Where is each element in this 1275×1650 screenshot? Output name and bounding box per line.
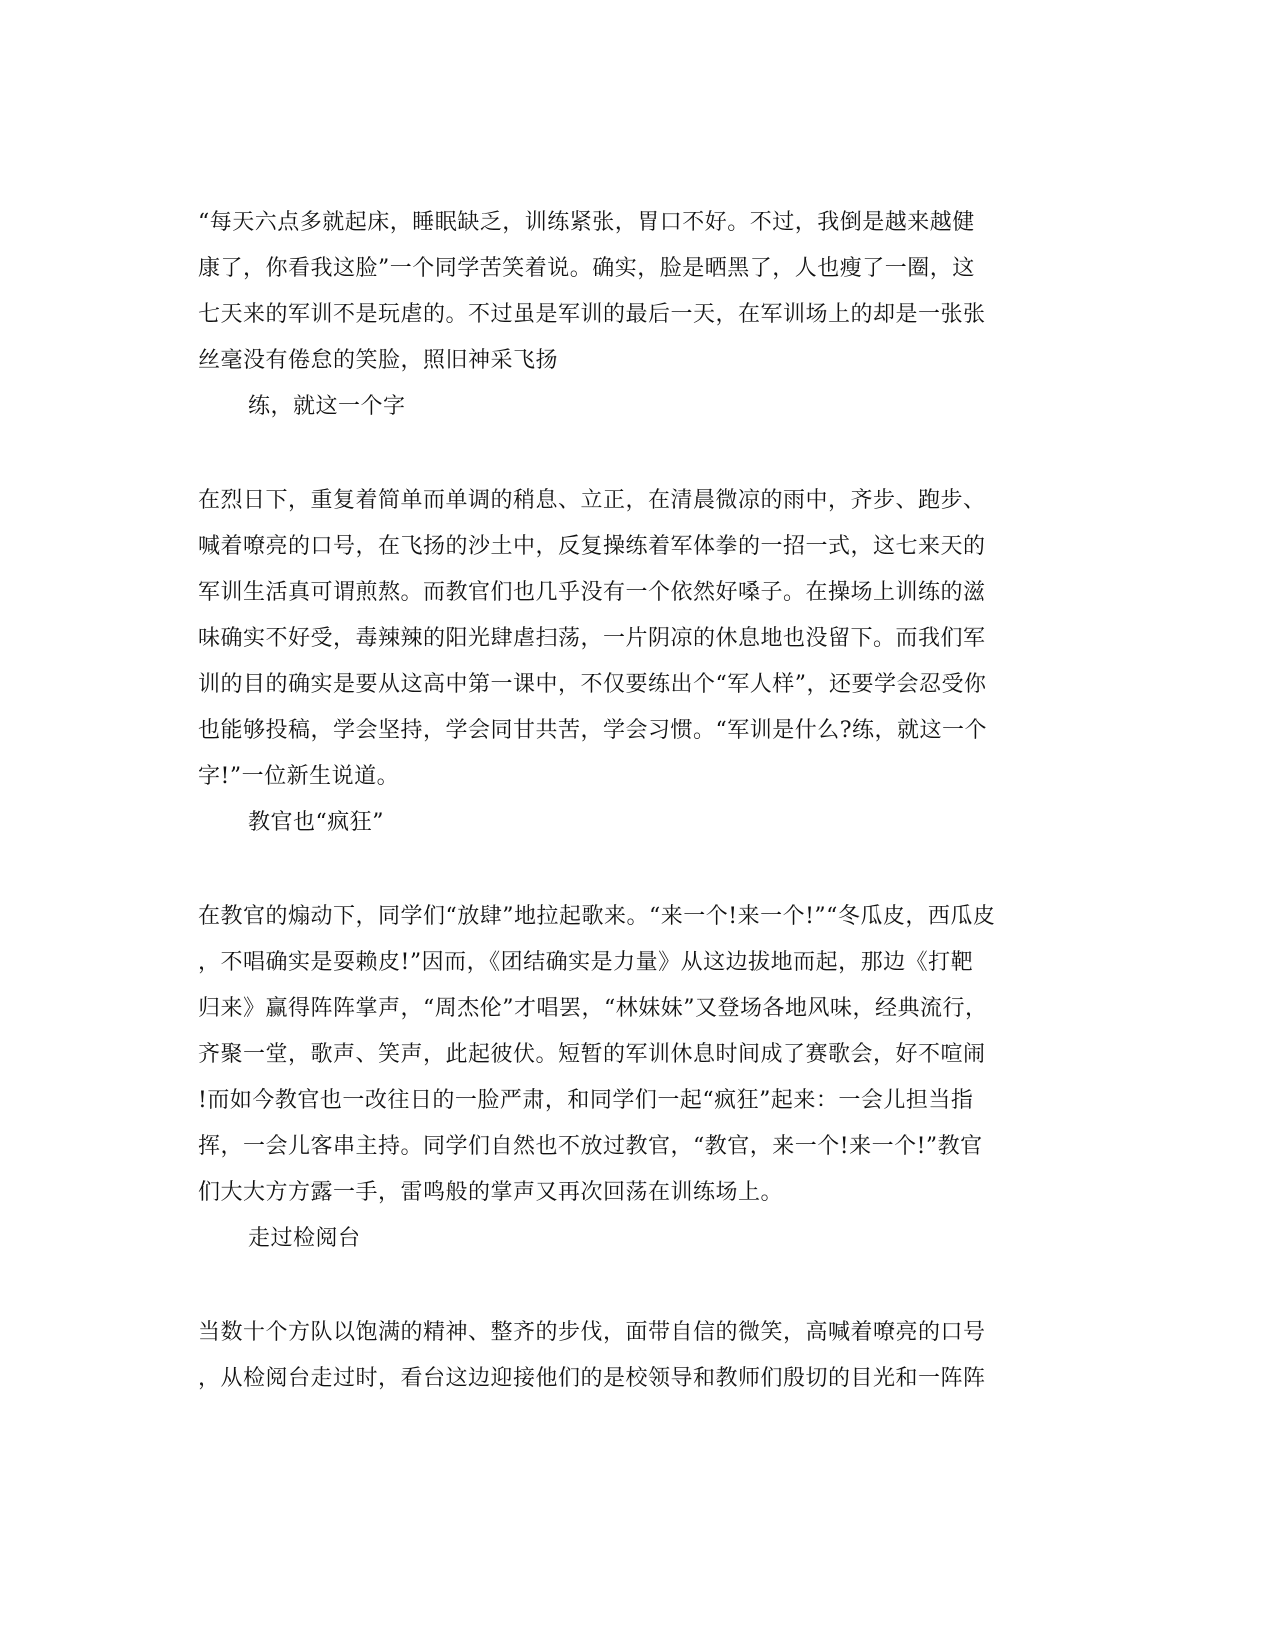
paragraph-line: 军训生活真可谓煎熬。而教官们也几乎没有一个依然好嗓子。在操场上训练的滋: [198, 580, 986, 605]
section-heading: 教官也“疯狂”: [248, 810, 384, 835]
paragraph-line: 们大大方方露一手，雷鸣般的掌声又再次回荡在训练场上。: [198, 1180, 784, 1205]
paragraph-line: 七天来的军训不是玩虐的。不过虽是军训的最后一天，在军训场上的却是一张张: [198, 302, 986, 327]
paragraph-line: “每天六点多就起床，睡眠缺乏，训练紧张，胃口不好。不过，我倒是越来越健: [198, 210, 975, 235]
paragraph-line: 字!”一位新生说道。: [198, 764, 400, 789]
paragraph-line: 丝毫没有倦怠的笑脸，照旧神采飞扬: [198, 348, 559, 373]
paragraph-line: 也能够投稿，学会坚持，学会同甘共苦，学会习惯。“军训是什么?练，就这一个: [198, 718, 988, 743]
paragraph-line: !而如今教官也一改往日的一脸严肃，和同学们一起“疯狂”起来：一会儿担当指: [198, 1088, 974, 1113]
paragraph-line: 喊着嘹亮的口号，在飞扬的沙土中，反复操练着军体拳的一招一式，这七来天的: [198, 534, 986, 559]
paragraph-line: 归来》赢得阵阵掌声，“周杰伦”才唱罢，“林妹妹”又登场各地风味，经典流行，: [198, 996, 988, 1021]
paragraph-line: 在教官的煽动下，同学们“放肆”地拉起歌来。“来一个!来一个!”“冬瓜皮，西瓜皮: [198, 904, 996, 929]
section-heading: 练，就这一个字: [248, 394, 406, 419]
paragraph-line: 挥，一会儿客串主持。同学们自然也不放过教官，“教官，来一个!来一个!”教官: [198, 1134, 983, 1159]
paragraph-line: 味确实不好受，毒辣辣的阳光肆虐扫荡，一片阴凉的休息地也没留下。而我们军: [198, 626, 986, 651]
paragraph-line: 训的目的确实是要从这高中第一课中，不仅要练出个“军人样”，还要学会忍受你: [198, 672, 987, 697]
paragraph-line: ，不唱确实是耍赖皮!”因而，《团结确实是力量》从这边拔地而起，那边《打靶: [198, 950, 974, 975]
paragraph-line: ，从检阅台走过时，看台这边迎接他们的是校领导和教师们殷切的目光和一阵阵: [198, 1366, 986, 1391]
paragraph-line: 齐聚一堂，歌声、笑声，此起彼伏。短暂的军训休息时间成了赛歌会，好不喧闹: [198, 1042, 986, 1067]
section-heading: 走过检阅台: [248, 1226, 361, 1251]
paragraph-line: 当数十个方队以饱满的精神、整齐的步伐，面带自信的微笑，高喊着嘹亮的口号: [198, 1320, 986, 1345]
paragraph-line: 康了，你看我这脸”一个同学苦笑着说。确实，脸是晒黑了，人也瘦了一圈，这: [198, 256, 975, 281]
paragraph-line: 在烈日下，重复着简单而单调的稍息、立正，在清晨微凉的雨中，齐步、跑步、: [198, 488, 986, 513]
